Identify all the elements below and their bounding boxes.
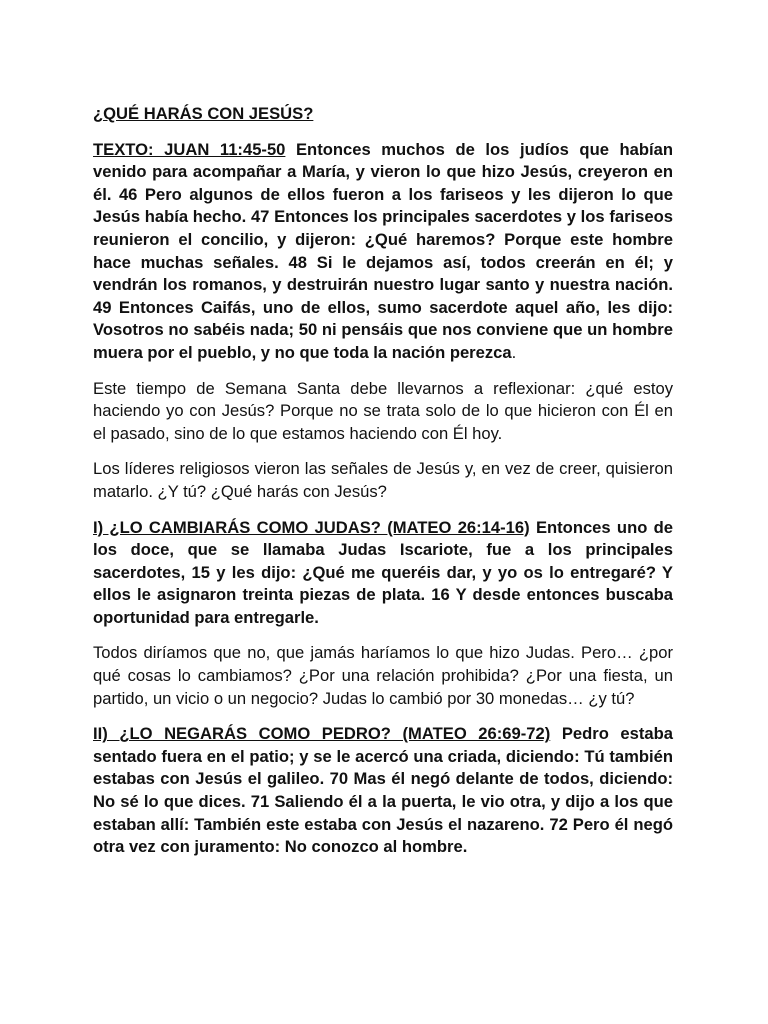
- section-judas-heading: I) ¿LO CAMBIARÁS COMO JUDAS? (MATEO 26:14-16): [93, 517, 530, 537]
- document-title: ¿QUÉ HARÁS CON JESÚS?: [93, 104, 314, 123]
- scripture-reference: TEXTO: JUAN 11:45-50: [93, 139, 286, 159]
- section-pedro: [93, 723, 673, 859]
- section-judas: [93, 517, 673, 630]
- section-pedro-heading: II) ¿LO NEGARÁS COMO PEDRO? (MATEO 26:69-72): [93, 724, 551, 744]
- reflection-paragraph-2: Los líderes religiosos vieron las señales de Jesús y, en vez de creer, quisieron matarlo. ¿Y tú? ¿Qué harás con Jesús?: [93, 459, 673, 501]
- document-page: [93, 103, 673, 872]
- scripture-end: .: [511, 342, 517, 362]
- scripture-passage: [93, 139, 673, 365]
- scripture-text: Entonces muchos de los judíos que habían venido para acompañar a María, y vieron lo que hizo Jesús, creyeron en él. 46 Pero algunos de ellos fueron a los fariseos y les dijeron lo que Jesús había hecho. 47 Entonces los principales sacerdotes y los fariseos reunieron el concilio, y dijeron: ¿Qué haremos? Porque este hombre hace muchas señales. 48 Si le dejamos así, todos creerán en él; y vendrán los romanos, y destruirán nuestro lugar santo y nuestra nación. 49 Entonces Caifás, uno de ellos, sumo sacerdote aquel año, les dijo: Vosotros no sabéis nada; 50 ni pensáis que nos conviene que un hombre muera por el pueblo, y no que toda la nación perezca: [93, 139, 673, 362]
- section-pedro-text: Pedro estaba sentado fuera en el patio; y se le acercó una criada, diciendo: Tú también estabas con Jesús el galileo. 70 Mas él negó delante de todos, diciendo: No sé lo que dices. 71 Saliendo él a la puerta, le vio otra, y dijo a los que estaban allí: También este estaba con Jesús el nazareno. 72 Pero él negó otra vez con juramento: No conozco al hombre.: [93, 724, 673, 857]
- section-judas-text: Entonces uno de los doce, que se llamaba Judas Iscariote, fue a los principales sacerdotes, 15 y les dijo: ¿Qué me queréis dar, y yo os lo entregaré? Y ellos le asignaron treinta piezas de plata. 16 Y desde entonces buscaba oportunidad para entregarle.: [93, 517, 674, 627]
- reflection-paragraph-1: Este tiempo de Semana Santa debe llevarnos a reflexionar: ¿qué estoy haciendo yo con Jesús? Porque no se trata solo de lo que hicieron con Él en el pasado, sino de lo que estamos haciendo con Él hoy.: [93, 378, 673, 443]
- reflection-paragraph-3: Todos diríamos que no, que jamás haríamos lo que hizo Judas. Pero… ¿por qué cosas lo cambiamos? ¿Por una relación prohibida? ¿Por una fiesta, un partido, un vicio o un negocio? Judas lo cambió por 30 monedas… ¿y tú?: [93, 643, 673, 708]
